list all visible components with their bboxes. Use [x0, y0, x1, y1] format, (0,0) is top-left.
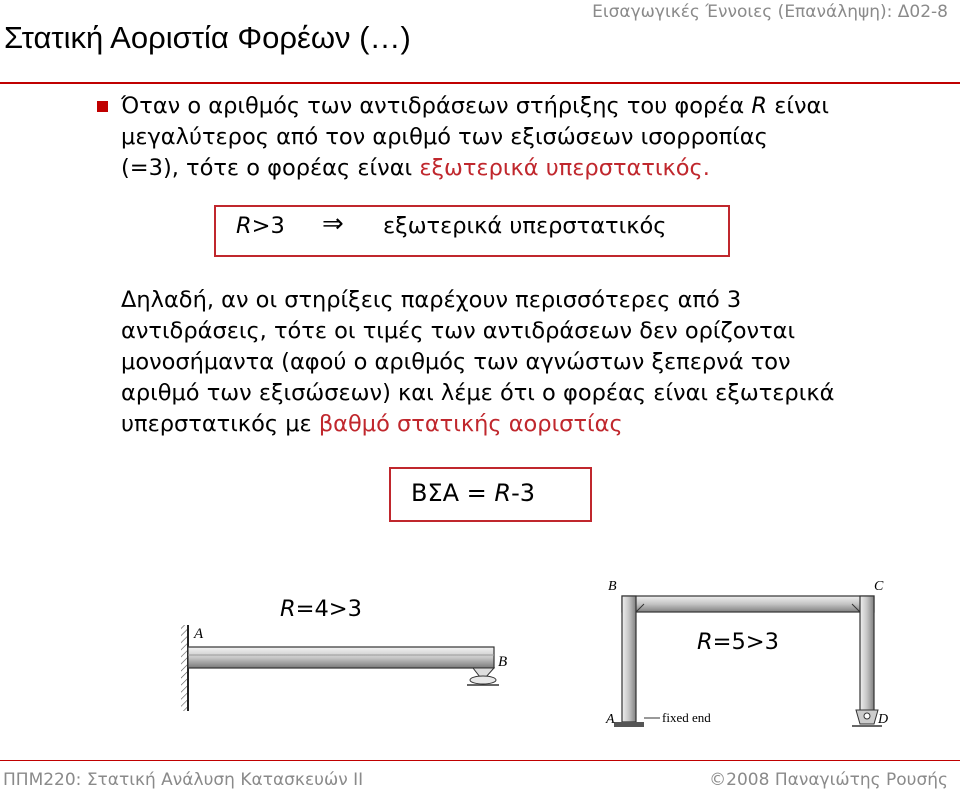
slide-title: Στατική Αοριστία Φορέων (…) [4, 20, 411, 55]
indeterminacy-formula [411, 479, 535, 507]
formula-suffix: -3 [511, 479, 536, 507]
footer-copyright: ©2008 Παναγιώτης Ρουσής [709, 770, 948, 790]
bullet-line-3-a: (=3), τότε ο φορέας είναι [121, 155, 420, 181]
bullet-square-icon [97, 101, 108, 112]
explanation-line-3: μονοσήμαντα (αφού ο αριθμός των αγνώστων ξεπερνά τον [121, 349, 791, 375]
bullet-line-2: μεγαλύτερος από τον αριθμό των εξισώσεων ισορροπίας [121, 124, 768, 150]
bullet-line-1 [121, 91, 829, 122]
frame-beam [622, 596, 874, 612]
formula-prefix: ΒΣΑ = [411, 479, 495, 507]
roller-icon [470, 676, 496, 684]
cantilever-beam-figure [180, 615, 510, 725]
explanation-line-2: αντιδράσεις, τότε οι τιμές των αντιδράσεων δεν ορίζονται [121, 318, 796, 344]
fixed-end-base [614, 722, 644, 727]
fixed-end-label: fixed end [662, 710, 711, 725]
highlight-text: βαθμό στατικής αοριστίας [318, 411, 623, 437]
point-c-label: C [874, 579, 884, 594]
implies-arrow-icon: ⇒ [322, 209, 344, 239]
bullet-line-3 [121, 153, 829, 184]
condition-formula [236, 213, 285, 239]
beam-reaction-value: =4>3 [295, 596, 362, 622]
condition-value: >3 [251, 213, 285, 239]
highlight-text: εξωτερικά υπερστατικός. [419, 155, 710, 181]
r-symbol: R [697, 629, 713, 655]
footer-divider [0, 760, 960, 761]
explanation-line-1: Δηλαδή, αν οι στηρίξεις παρέχουν περισσότερες από 3 [121, 287, 742, 313]
fixed-support-hatch [181, 625, 188, 711]
explanation-line-5-a: υπερστατικός με [121, 411, 319, 437]
beam [188, 647, 494, 668]
point-b-label: B [498, 654, 508, 670]
pin-icon [864, 713, 870, 719]
r-symbol: R [751, 93, 768, 119]
point-d-label: D [878, 712, 889, 727]
frame-reaction-value: =5>3 [712, 629, 779, 655]
point-a-label: A [606, 712, 615, 727]
footer-course: ΠΠΜ220: Στατική Ανάλυση Κατασκευών ΙΙ [3, 770, 364, 790]
portal-frame-figure [598, 578, 898, 758]
r-symbol: R [280, 596, 296, 622]
frame-column-left [622, 596, 636, 722]
r-symbol: R [494, 479, 512, 507]
bullet-line-1-a: Όταν ο αριθμός των αντιδράσεων στήριξης του φορέα [121, 93, 752, 119]
r-symbol: R [236, 213, 252, 239]
explanation-line-4: αριθμό των εξισώσεων) και λέμε ότι ο φορέας είναι εξωτερικά [121, 380, 835, 406]
beam-reaction-label [280, 596, 362, 622]
frame-column-right [860, 596, 874, 722]
bullet-paragraph [121, 91, 829, 184]
section-reference: Εισαγωγικές Έννοιες (Επανάληψη): Δ02-8 [592, 2, 948, 22]
bullet-line-1-b: είναι [767, 93, 830, 119]
explanation-line-5 [121, 409, 834, 440]
point-b-label: B [608, 579, 617, 594]
point-a-label: A [194, 626, 204, 642]
title-divider [0, 82, 960, 84]
frame-reaction-label [697, 629, 779, 655]
condition-result: εξωτερικά υπερστατικός [383, 213, 667, 239]
explanation-paragraph [121, 285, 834, 440]
